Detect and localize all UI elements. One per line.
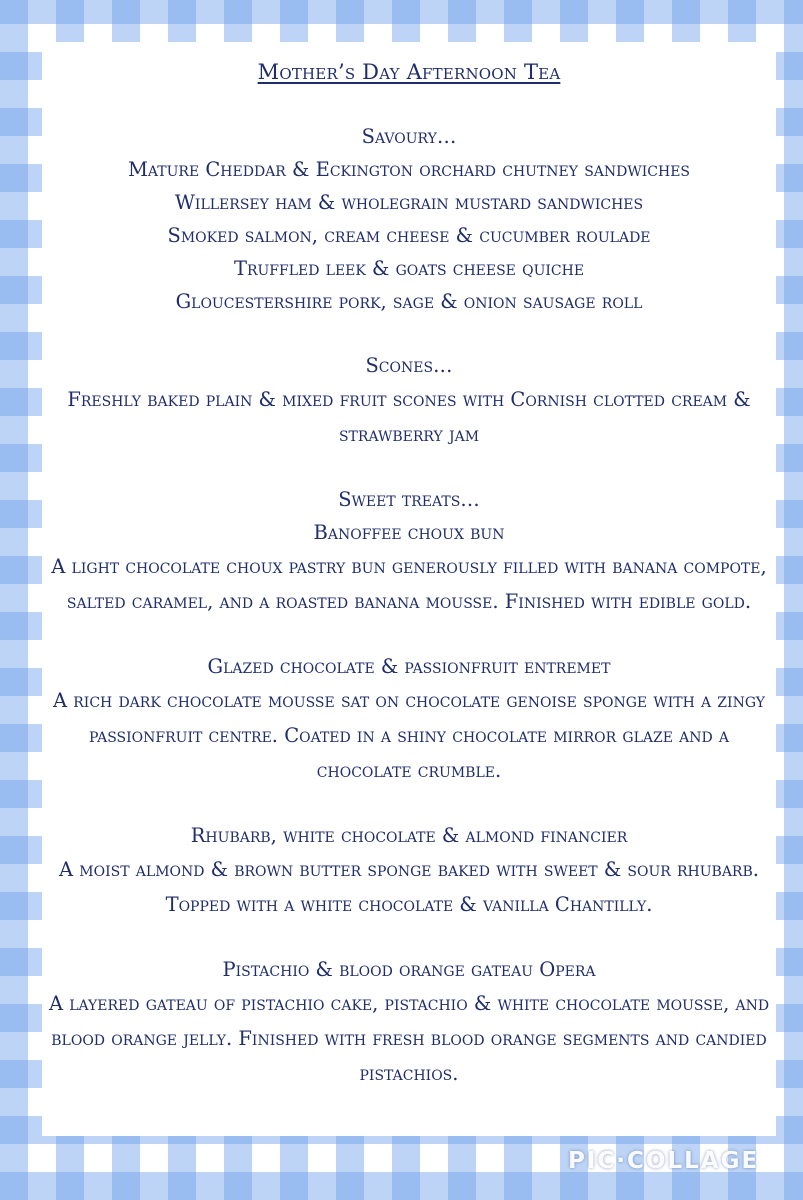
sweet-item-description: A moist almond & brown butter sponge baked with sweet & sour rhubarb. Topped with a white chocolate & vanilla Chantilly. [59,858,759,916]
sweet-section-banoffee [42,483,776,619]
menu-card [42,42,776,1136]
sweet-item-name: Rhubarb, white chocolate & almond financier [190,824,628,847]
savoury-item: Smoked salmon, cream cheese & cucumber roulade [167,224,651,247]
scones-heading: Scones… [365,354,453,377]
sweet-heading: Sweet treats… [338,488,480,511]
sweet-item-description: A light chocolate choux pastry bun generously filled with banana compote, salted caramel, and a roasted banana mousse. Finished with edible gold. [51,555,767,613]
sweet-section-financier [42,819,776,922]
sweet-item-name: Banoffee choux bun [313,521,505,544]
savoury-item: Mature Cheddar & Eckington orchard chutney sandwiches [127,158,691,181]
sweet-section-opera [42,953,776,1091]
sweet-item-name: Glazed chocolate & passionfruit entremet [207,655,611,678]
savoury-item: Truffled leek & goats cheese quiche [233,257,585,280]
sweet-item-name: Pistachio & blood orange gateau Opera [222,958,596,981]
savoury-item: Gloucestershire pork, sage & onion sausage roll [175,290,643,313]
scones-description: Freshly baked plain & mixed fruit scones with Cornish clotted cream & strawberry jam [67,388,751,446]
sweet-item-description: A rich dark chocolate mousse sat on chocolate genoise sponge with a zingy passionfruit centre. Coated in a shiny chocolate mirror glaze and a chocolate crumble. [52,689,765,782]
savoury-heading: Savoury… [361,125,457,148]
pic-collage-watermark: PIC·COLLAGE [568,1148,760,1174]
savoury-section [42,120,776,318]
sweet-item-description: A layered gateau of pistachio cake, pistachio & white chocolate mousse, and blood orange jelly. Finished with fresh blood orange segments and candied pistachios. [48,992,770,1085]
scones-section [42,349,776,452]
menu-title: Mother’s Day Afternoon Tea [257,60,561,84]
savoury-item: Willersey ham & wholegrain mustard sandwiches [174,191,644,214]
sweet-section-entremet [42,650,776,788]
